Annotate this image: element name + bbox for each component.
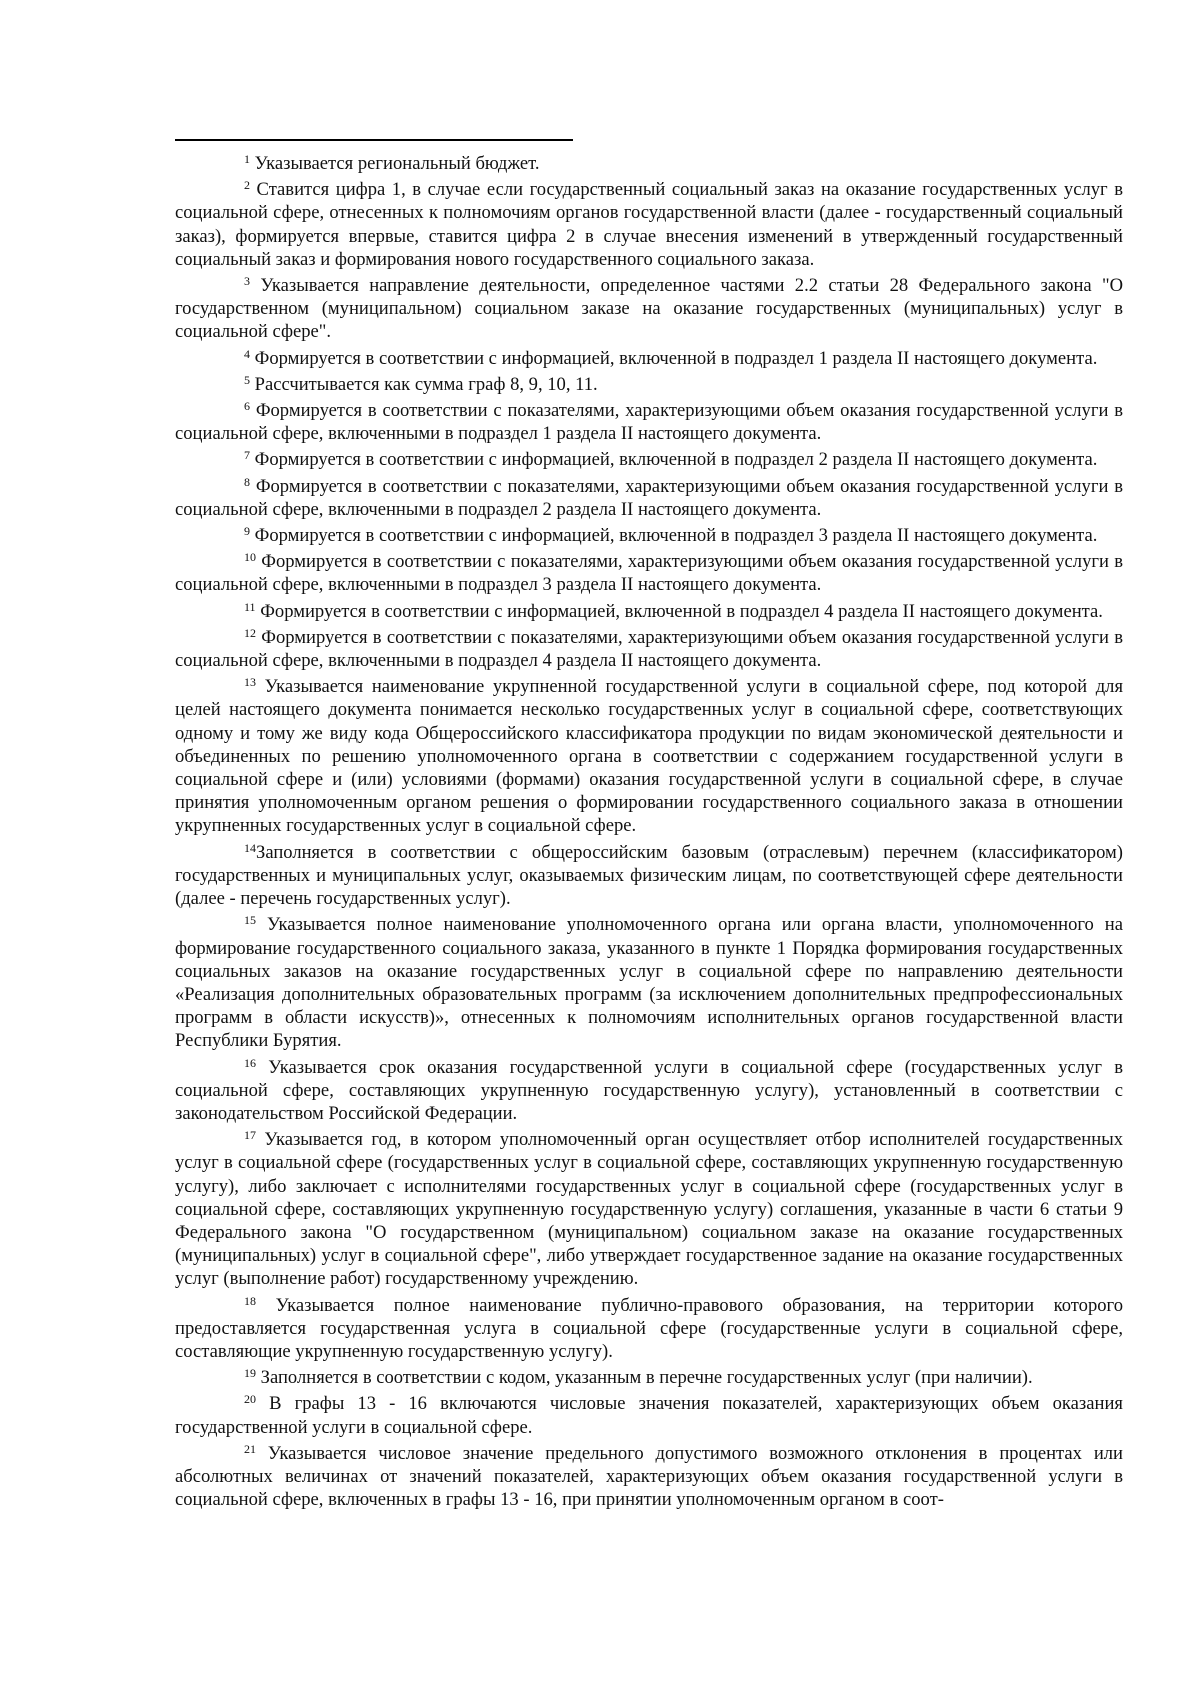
footnote bbox=[175, 152, 1123, 175]
footnote bbox=[175, 1056, 1123, 1126]
footnote-number: 1 bbox=[244, 152, 250, 166]
footnote-separator-line bbox=[175, 139, 573, 141]
footnote-text: Указывается год, в котором уполномоченный орган осуществляет отбор исполнителей государственных услуг в социальной сфере (государственных услуг в социальной сфере, составляющих укрупненную государственную услугу), либо заключает с исполнителями государственных услуг в социальной сфере (государственных услуг в социальной сфере, составляющих укрупненную государственную услугу) соглашения, указанные в части 6 статьи 9 Федерального закона "О государственном (муниципальном) социальном заказе на оказание государственных (муниципальных) услуг в социальной сфере", либо утверждает государственное задание на оказание государственных услуг (выполнение работ) государственному учреждению. bbox=[175, 1129, 1123, 1290]
footnote-number: 4 bbox=[244, 346, 250, 361]
footnote-number: 8 bbox=[244, 474, 250, 489]
footnote-number: 13 bbox=[244, 675, 256, 690]
footnote bbox=[175, 1366, 1123, 1389]
footnote bbox=[175, 1442, 1123, 1512]
footnote-number: 3 bbox=[244, 274, 250, 289]
footnote-text: Формируется в соответствии с показателями, характеризующими объем оказания государственной услуги в социальной сфере, включенными в подраздел 3 раздела II настоящего документа. bbox=[175, 551, 1123, 596]
footnote bbox=[175, 913, 1123, 1052]
footnote-text: В графы 13 - 16 включаются числовые значения показателей, характеризующих объем оказания государственной услуги в социальной сфере. bbox=[175, 1393, 1123, 1438]
footnote-number: 15 bbox=[244, 913, 256, 928]
footnote-text: Указывается наименование укрупненной государственной услуги в социальной сфере, под которой для целей настоящего документа понимается несколько государственных услуг в социальной сфере, соответствующих одному и тому же виду кода Общероссийского классификатора продукции по видам экономической деятельности и объединенных по решению уполномоченного органа в соответствии с содержанием государственной услуги в социальной сфере и (или) условиями (формами) оказания государственной услуги в социальной сфере, в случае принятия уполномоченным органом решения о формировании государственного социального заказа в отношении укрупненных государственных услуг в социальной сфере. bbox=[175, 676, 1123, 837]
footnote-number: 16 bbox=[244, 1055, 256, 1070]
footnote bbox=[175, 373, 1123, 396]
footnotes-block bbox=[175, 152, 1123, 1514]
footnote-number: 12 bbox=[244, 625, 256, 640]
footnote-number: 2 bbox=[244, 178, 250, 193]
footnote-text: Указывается срок оказания государственной услуги в социальной сфере (государственных услуг в социальной сфере, составляющих укрупненную государственную услугу), установленный в соответствии с законодательством Российской Федерации. bbox=[175, 1056, 1123, 1124]
footnote bbox=[175, 475, 1123, 521]
footnote bbox=[175, 600, 1123, 623]
footnote-number: 18 bbox=[244, 1293, 256, 1308]
footnote-text: Указывается числовое значение предельного допустимого возможного отклонения в процентах или абсолютных величинах от значений показателей, характеризующих объем оказания государственной услуги в социальной сфере, включенных в графы 13 - 16, при принятии уполномоченным органом в соот- bbox=[175, 1442, 1123, 1511]
footnote bbox=[175, 448, 1123, 471]
footnote-text: Заполняется в соответствии с кодом, указанным в перечне государственных услуг (при наличии). bbox=[256, 1367, 1033, 1389]
footnote-number: 10 bbox=[244, 550, 256, 565]
footnote-number: 19 bbox=[244, 1366, 256, 1381]
footnote-text: Ставится цифра 1, в случае если государственный социальный заказ на оказание государственных услуг в социальной сфере, отнесенных к полномочиям органов государственной власти (далее - государственный социальный заказ), формируется впервые, ставится цифра 2 в случае внесения изменений в утвержденный государственный социальный заказ и формирования нового государственного социального заказа. bbox=[175, 179, 1123, 270]
footnote-text: Формируется в соответствии с информацией, включенной в подраздел 1 раздела II настоящего документа. bbox=[250, 347, 1098, 369]
footnote bbox=[175, 841, 1123, 911]
footnote bbox=[175, 550, 1123, 596]
footnote bbox=[175, 524, 1123, 547]
footnote-text: Формируется в соответствии с показателями, характеризующими объем оказания государственной услуги в социальной сфере, включенными в подраздел 4 раздела II настоящего документа. bbox=[175, 626, 1123, 672]
footnote bbox=[175, 1294, 1123, 1364]
footnote bbox=[175, 626, 1123, 672]
footnote-number: 5 bbox=[244, 372, 250, 387]
footnote-number: 11 bbox=[244, 599, 256, 614]
footnote bbox=[175, 347, 1123, 370]
footnote-text: Указывается полное наименование уполномоченного органа или органа власти, уполномоченного на формирование государственного социального заказа, указанного в пункте 1 Порядка формирования государственных социальных заказов на оказание государственных услуг в социальной сфере по направлению деятельности «Реализация дополнительных образовательных программ (за исключением дополнительных предпрофессиональных программ в области искусств)», отнесенных к полномочиям исполнительных органов государственной власти Республики Бурятия. bbox=[175, 914, 1123, 1052]
footnote-text: Рассчитывается как сумма граф 8, 9, 10, 11. bbox=[250, 373, 598, 395]
footnote bbox=[175, 274, 1123, 344]
footnote-number: 17 bbox=[244, 1128, 256, 1143]
footnote-text: Заполняется в соответствии с общероссийским базовым (отраслевым) перечнем (классификатором) государственных и муниципальных услуг, оказываемых физическим лицам, по соответствующей сфере деятельности (далее - перечень государственных услуг). bbox=[175, 841, 1123, 910]
footnote-text: Формируется в соответствии с показателями, характеризующими объем оказания государственной услуги в социальной сфере, включенными в подраздел 1 раздела II настоящего документа. bbox=[175, 400, 1123, 445]
footnote-number: 7 bbox=[244, 448, 250, 463]
footnote-number: 20 bbox=[244, 1392, 256, 1407]
footnote-number: 6 bbox=[244, 399, 250, 414]
footnote bbox=[175, 399, 1123, 445]
footnote-text: Формируется в соответствии с информацией, включенной в подраздел 3 раздела II настоящего документа. bbox=[250, 525, 1098, 547]
footnote-text: Формируется в соответствии с информацией, включенной в подраздел 2 раздела II настоящего документа. bbox=[250, 449, 1098, 471]
footnote-text: Указывается полное наименование публично-правового образования, на территории которого предоставляется государственная услуга в социальной сфере (государственные услуги в социальной сфере, составляющие укрупненную государственную услугу). bbox=[175, 1294, 1123, 1362]
footnote bbox=[175, 675, 1123, 837]
footnote-text: Формируется в соответствии с показателями, характеризующими объем оказания государственной услуги в социальной сфере, включенными в подраздел 2 раздела II настоящего документа. bbox=[175, 475, 1123, 520]
footnote bbox=[175, 1392, 1123, 1438]
footnote-text: Указывается региональный бюджет. bbox=[250, 153, 540, 174]
footnote-number: 21 bbox=[244, 1441, 256, 1456]
footnote-text: Указывается направление деятельности, определенное частями 2.2 статьи 28 Федерального закона "О государственном (муниципальном) социальном заказе на оказание государственных (муниципальных) услуг в социальной сфере". bbox=[175, 275, 1123, 343]
footnote bbox=[175, 1128, 1123, 1290]
footnote-number: 14 bbox=[244, 840, 256, 855]
footnote-text: Формируется в соответствии с информацией, включенной в подраздел 4 раздела II настоящего документа. bbox=[255, 600, 1103, 622]
footnote-number: 9 bbox=[244, 524, 250, 539]
footnote bbox=[175, 178, 1123, 271]
